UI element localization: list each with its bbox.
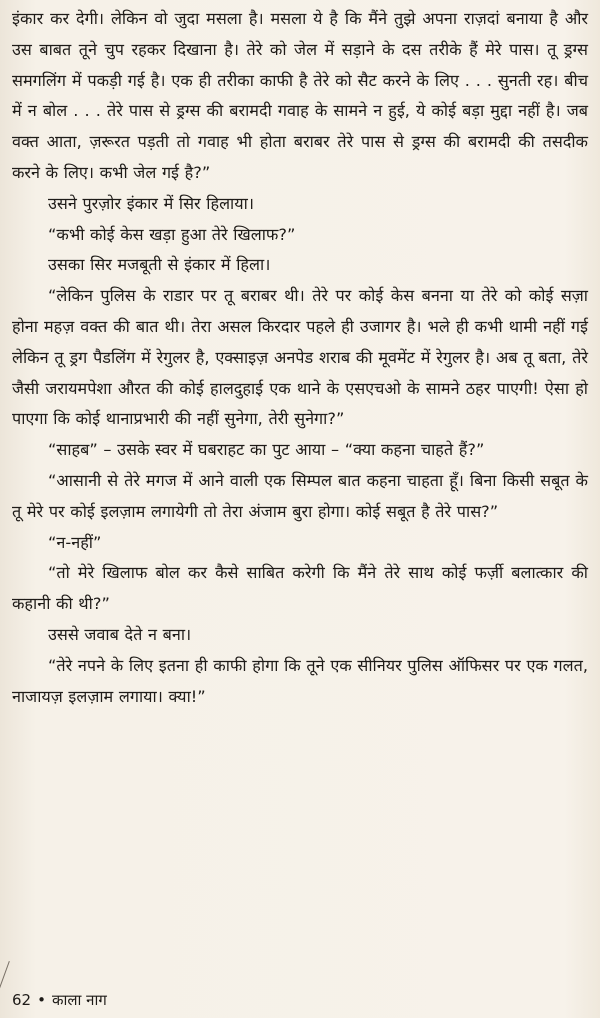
paragraph-9: “तो मेरे खिलाफ बोल कर कैसे साबित करेगी कि मैंने तेरे साथ कोई फर्ज़ी बलात्कार की कहानी की थी?” [12, 563, 588, 614]
footer-separator: • [37, 991, 46, 1009]
page-edge-mark [0, 961, 10, 999]
paragraph-8: “न-नहीं” [48, 532, 102, 552]
page-text [12, 4, 588, 712]
page-footer [12, 990, 107, 1010]
page-number: 62 [12, 991, 32, 1009]
paragraph-5: “लेकिन पुलिस के राडार पर तू बराबर थी। तेरे पर कोई केस बनना या तेरे को कोई सज़ा होना महज़ वक्त की बात थी। तेरा असल किरदार पहले ही उजागर है। भले ही कभी थामी नहीं गई लेकिन तू ड्रग पैडलिंग में रेगुलर है, एक्साइज़ अनपेड शराब की मूवमेंट में रेगुलर है। अब तू बता, तेरे जैसी जरायमपेशा औरत की कोई हालदुहाई एक थाने के एसएचओ के सामने ठहर पाएगी! ऐसा हो पाएगा कि कोई थानाप्रभारी की नहीं सुनेगा, तेरी सुनेगा?” [12, 286, 588, 429]
paragraph-3: “कभी कोई केस खड़ा हुआ तेरे खिलाफ?” [48, 224, 296, 244]
paragraph-6: “साहब” – उसके स्वर में घबराहट का पुट आया – “क्या कहना चाहते हैं?” [48, 440, 485, 460]
paragraph-7: “आसानी से तेरे मगज में आने वाली एक सिम्पल बात कहना चाहता हूँ। बिना किसी सबूत के तू मेरे पर कोई इलज़ाम लगायेगी तो तेरा अंजाम बुरा होगा। कोई सबूत है तेरे पास?” [12, 470, 588, 521]
paragraph-2: उसने पुरज़ोर इंकार में सिर हिलाया। [48, 193, 254, 213]
paragraph-11: “तेरे नपने के लिए इतना ही काफी होगा कि तूने एक सीनियर पुलिस ऑफिसर पर एक गलत, नाजायज़ इलज़ाम लगाया। क्या!” [12, 655, 588, 706]
paragraph-10: उससे जवाब देते न बना। [48, 624, 192, 644]
paragraph-4: उसका सिर मजबूती से इंकार में हिला। [48, 255, 271, 275]
book-title: काला नाग [51, 991, 107, 1009]
paragraph-1: इंकार कर देगी। लेकिन वो जुदा मसला है। मसला ये है कि मैंने तुझे अपना राज़दां बनाया है और उस बाबत तूने चुप रहकर दिखाना है। तेरे को जेल में सड़ाने के दस तरीके हैं मेरे पास। तू ड्रग्स समगलिंग में पकड़ी गई है। एक ही तरीका काफी है तेरे को सैट करने के लिए . . . सुनती रह। बीच में न बोल . . . तेरे पास से ड्रग्स की बरामदी गवाह के सामने न हुई, ये कोई बड़ा मुद्दा नहीं है। जब वक्त आता, ज़रूरत पड़ती तो गवाह भी होता बराबर तेरे पास से ड्रग्स की बरामदी की तसदीक करने के लिए। कभी जेल गई है?” [12, 9, 588, 182]
